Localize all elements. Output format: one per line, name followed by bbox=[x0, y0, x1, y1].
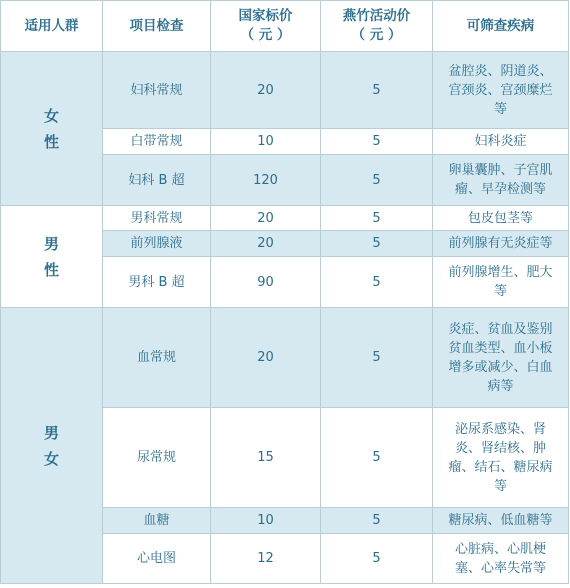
group-both bbox=[1, 308, 103, 584]
event-price-cell: 5 bbox=[321, 408, 433, 508]
disease-line: 贫血类型、血小板 bbox=[448, 340, 553, 356]
header-line: 国家标价 bbox=[238, 8, 293, 24]
disease-line: 增多或减少、白血 bbox=[448, 359, 553, 375]
group-female bbox=[1, 52, 103, 206]
group-label-line: 性 bbox=[43, 260, 59, 279]
event-price-cell: 5 bbox=[321, 52, 433, 129]
disease-cell bbox=[433, 155, 569, 206]
disease-cell bbox=[433, 534, 569, 584]
exam-item-cell: 白带常规 bbox=[103, 129, 211, 155]
national-price-cell: 20 bbox=[211, 231, 321, 257]
disease-line: 塞、心率失常等 bbox=[454, 560, 546, 576]
event-price-cell: 5 bbox=[321, 534, 433, 584]
event-price-cell: 5 bbox=[321, 155, 433, 206]
national-price-cell: 90 bbox=[211, 257, 321, 308]
disease-line: 宫颈炎、宫颈糜烂 bbox=[448, 82, 553, 98]
national-price-cell: 12 bbox=[211, 534, 321, 584]
disease-line: 等 bbox=[493, 478, 507, 494]
disease-line: 瘤、结石、糖尿病 bbox=[448, 459, 553, 475]
disease-cell bbox=[433, 508, 569, 534]
group-label-line: 女 bbox=[43, 449, 59, 468]
disease-line: 瘤、早孕检测等 bbox=[454, 182, 546, 197]
group-label-line: 男 bbox=[43, 234, 59, 253]
disease-line: 等 bbox=[493, 101, 507, 117]
header-event-price bbox=[321, 1, 433, 52]
header-line: 适用人群 bbox=[24, 17, 79, 34]
disease-line: 炎症、贫血及鉴别 bbox=[448, 321, 553, 337]
group-male bbox=[1, 206, 103, 308]
table-row bbox=[1, 52, 569, 129]
disease-line: 等 bbox=[493, 284, 507, 299]
exam-item-cell: 血糖 bbox=[103, 508, 211, 534]
disease-cell bbox=[433, 52, 569, 129]
exam-item-cell: 前列腺液 bbox=[103, 231, 211, 257]
group-label-line: 性 bbox=[43, 132, 59, 151]
event-price-cell: 5 bbox=[321, 508, 433, 534]
national-price-cell: 20 bbox=[211, 52, 321, 129]
disease-line: 妇科炎症 bbox=[474, 134, 527, 149]
disease-line: 心脏病、心肌梗 bbox=[454, 541, 546, 557]
event-price-cell: 5 bbox=[321, 206, 433, 231]
national-price-cell: 20 bbox=[211, 308, 321, 408]
exam-item-cell: 血常规 bbox=[103, 308, 211, 408]
table-row bbox=[1, 206, 569, 231]
group-label-line: 女 bbox=[43, 106, 59, 125]
disease-cell bbox=[433, 231, 569, 257]
header-line: （ 元 ） bbox=[240, 27, 291, 43]
header-diseases bbox=[433, 1, 569, 52]
event-price-cell: 5 bbox=[321, 231, 433, 257]
disease-line: 病等 bbox=[487, 378, 514, 394]
disease-cell bbox=[433, 408, 569, 508]
header-line: 燕竹活动价 bbox=[342, 8, 411, 24]
header-exam-item bbox=[103, 1, 211, 52]
header-target-group bbox=[1, 1, 103, 52]
disease-cell bbox=[433, 257, 569, 308]
disease-line: 包皮包茎等 bbox=[467, 210, 533, 226]
header-row bbox=[1, 1, 569, 52]
group-label-line: 男 bbox=[43, 423, 59, 442]
exam-item-cell: 妇科 B 超 bbox=[103, 155, 211, 206]
national-price-cell: 120 bbox=[211, 155, 321, 206]
disease-cell bbox=[433, 129, 569, 155]
exam-item-cell: 心电图 bbox=[103, 534, 211, 584]
disease-line: 前列腺增生、肥大 bbox=[448, 265, 553, 280]
exam-item-cell: 妇科常规 bbox=[103, 52, 211, 129]
exam-item-cell: 尿常规 bbox=[103, 408, 211, 508]
disease-line: 前列腺有无炎症等 bbox=[448, 236, 553, 251]
exam-item-cell: 男科 B 超 bbox=[103, 257, 211, 308]
national-price-cell: 20 bbox=[211, 206, 321, 231]
header-national-price bbox=[211, 1, 321, 52]
event-price-cell: 5 bbox=[321, 308, 433, 408]
disease-line: 泌尿系感染、肾 bbox=[454, 421, 546, 437]
national-price-cell: 10 bbox=[211, 129, 321, 155]
header-line: （ 元 ） bbox=[351, 27, 402, 43]
disease-line: 炎、肾结核、肿 bbox=[454, 440, 546, 456]
disease-line: 盆腔炎、阴道炎、 bbox=[448, 63, 553, 79]
event-price-cell: 5 bbox=[321, 257, 433, 308]
disease-line: 卵巢囊肿、子宫肌 bbox=[448, 163, 553, 178]
disease-cell bbox=[433, 206, 569, 231]
table-row bbox=[1, 308, 569, 408]
national-price-cell: 10 bbox=[211, 508, 321, 534]
national-price-cell: 15 bbox=[211, 408, 321, 508]
header-line: 可筛查疾病 bbox=[466, 17, 535, 34]
disease-cell bbox=[433, 308, 569, 408]
header-line: 项目检查 bbox=[129, 17, 184, 34]
disease-line: 糖尿病、低血糖等 bbox=[448, 513, 553, 528]
event-price-cell: 5 bbox=[321, 129, 433, 155]
exam-item-cell: 男科常规 bbox=[103, 206, 211, 231]
